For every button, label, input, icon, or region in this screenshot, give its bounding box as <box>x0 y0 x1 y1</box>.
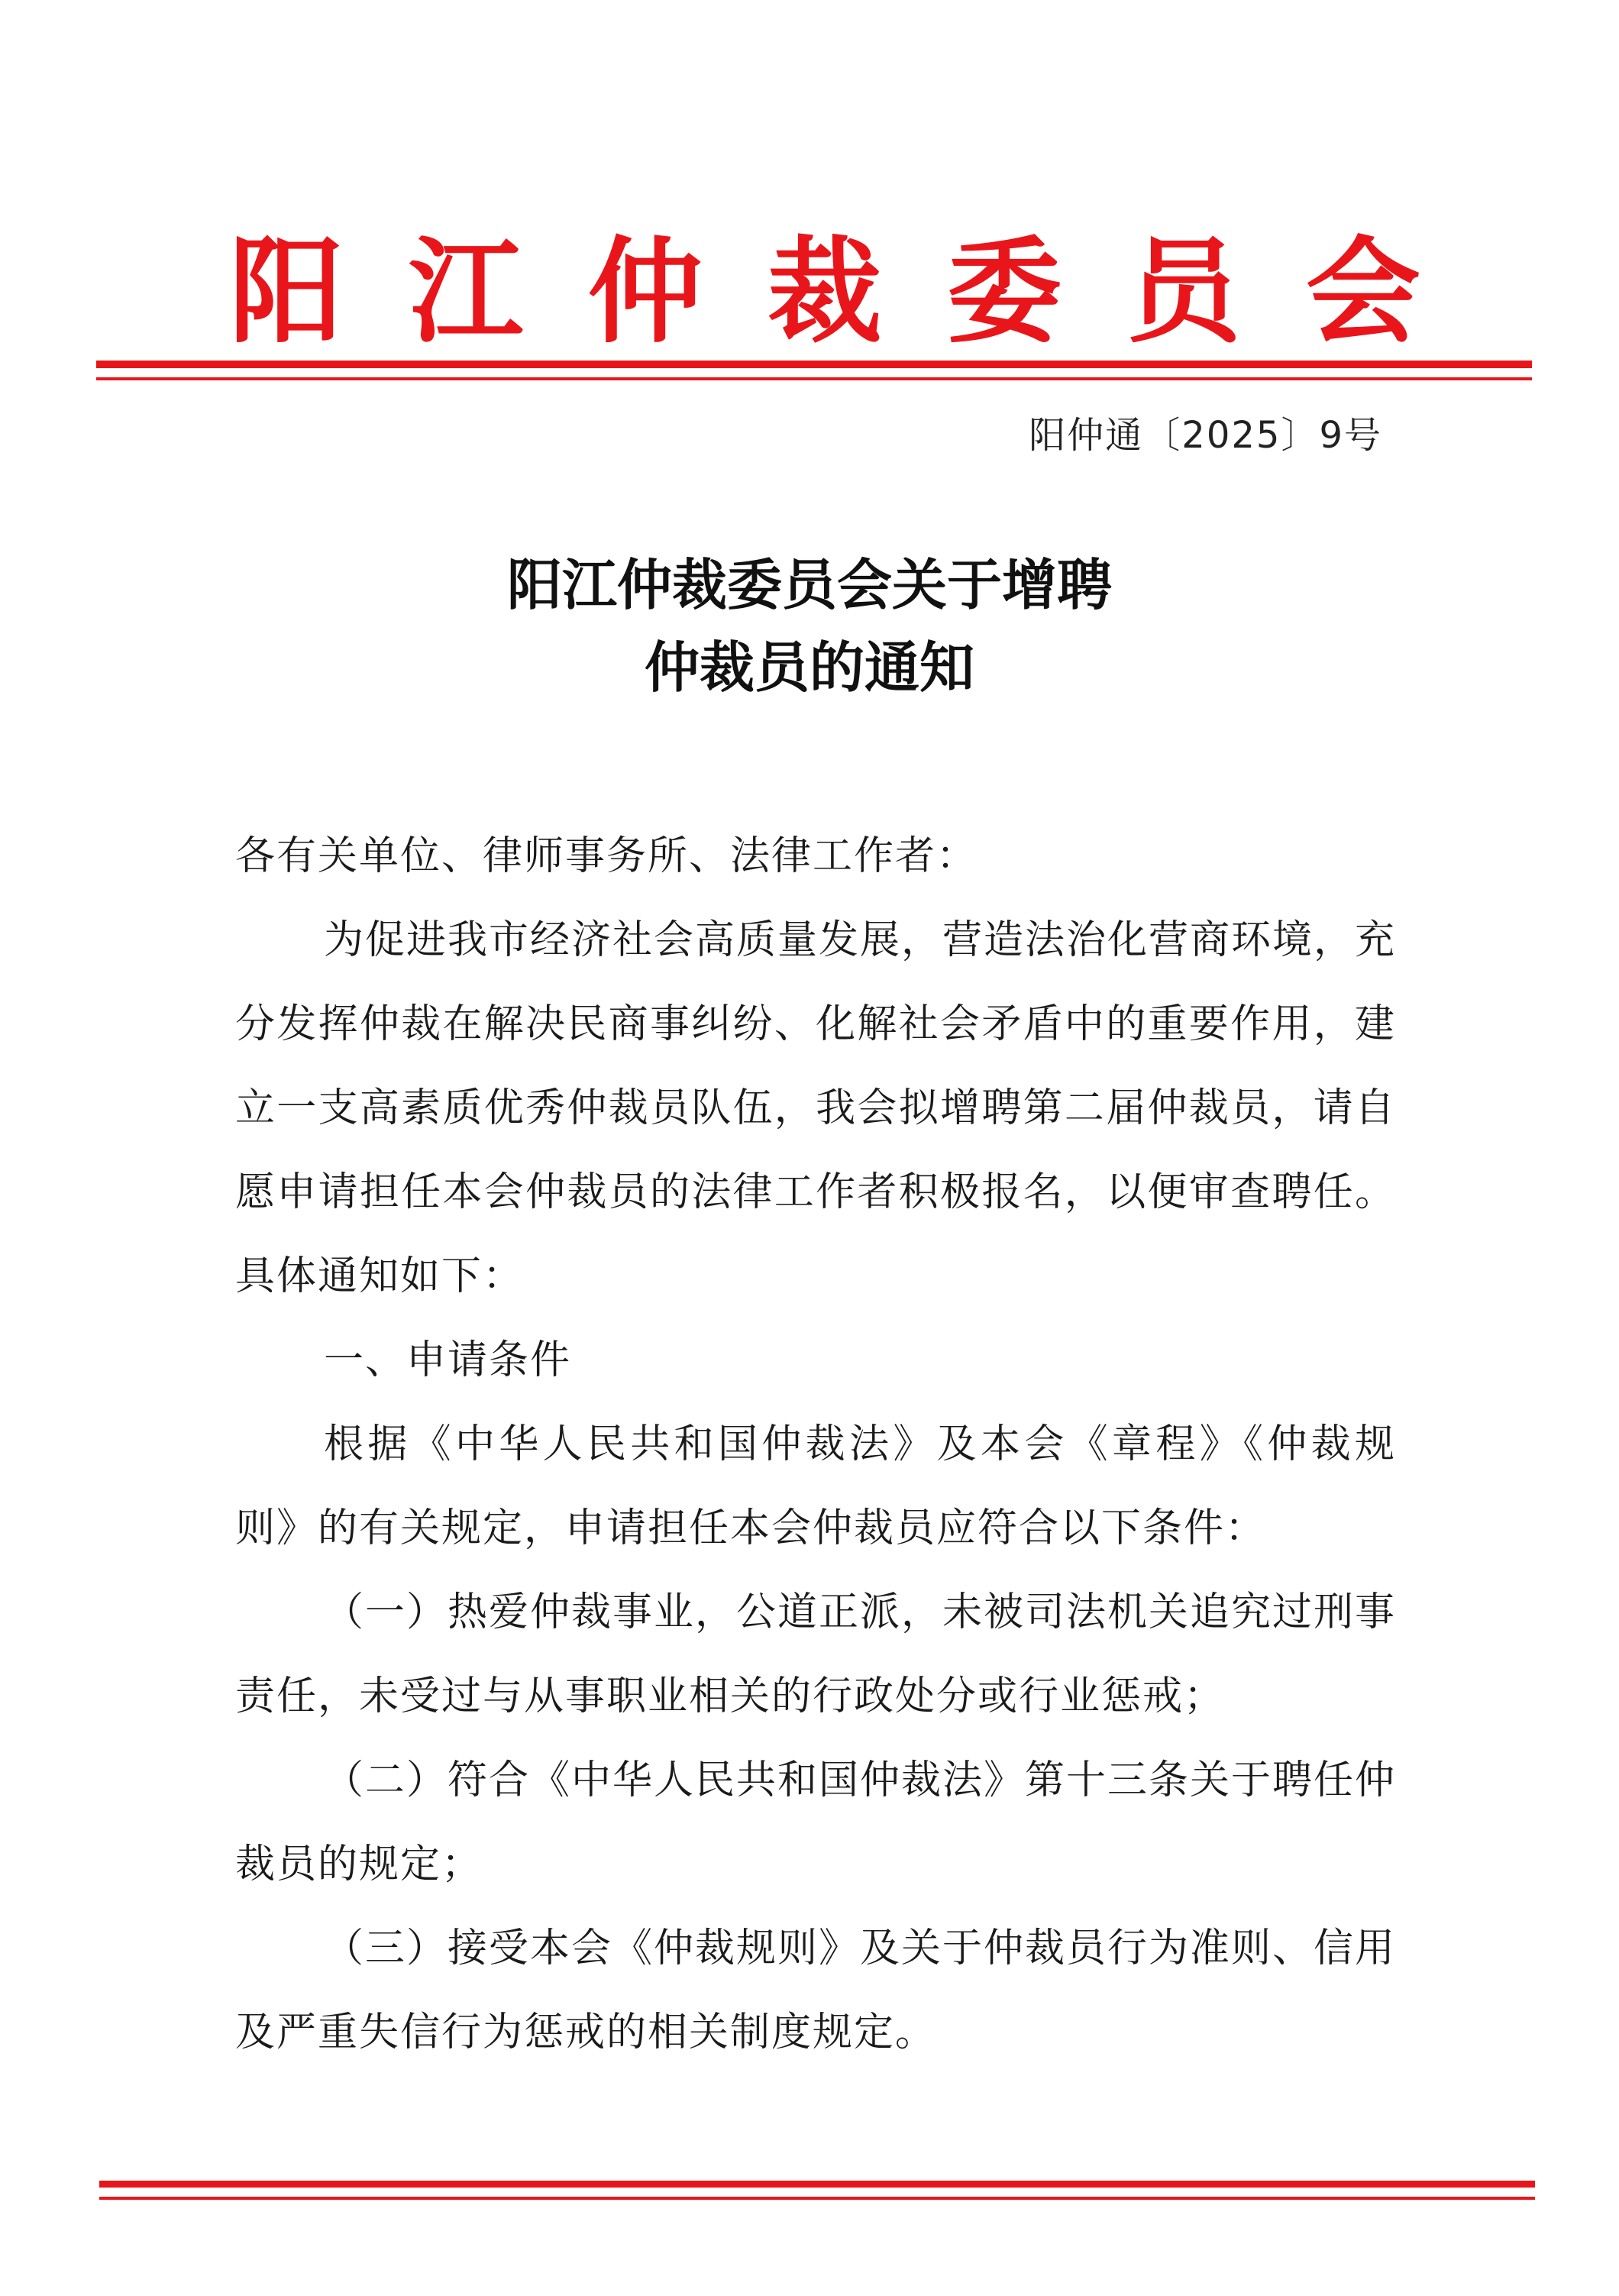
masthead-char: 裁 <box>767 225 882 359</box>
masthead-rule-thin <box>96 377 1532 380</box>
document-title-line2: 仲裁员的通知 <box>644 635 974 700</box>
section-lead-paragraph: 根据《中华人民共和国仲裁法》及本会《章程》《仲裁规则》的有关规定，申请担任本会仲裁员应符合以下条件： <box>235 1421 1396 1551</box>
document-title <box>0 544 1619 709</box>
masthead-org-name <box>229 223 1420 361</box>
masthead-rule-thick <box>96 361 1532 368</box>
intro-paragraph: 为促进我市经济社会高质量发展，营造法治化营商环境，充分发挥仲裁在解决民商事纠纷、化解社会矛盾中的重要作用，建立一支高素质优秀仲裁员队伍，我会拟增聘第二届仲裁员，请自愿申请担任本会仲裁员的法律工作者积极报名，以便审查聘任。具体通知如下： <box>235 917 1397 1299</box>
condition-item-1: （一）热爱仲裁事业，公道正派，未被司法机关追究过刑事责任，未受过与从事职业相关的行政处分或行业惩戒； <box>235 1589 1397 1719</box>
document-number: 阳仲通〔2025〕9号 <box>1029 414 1382 457</box>
condition-item-3: （三）接受本会《仲裁规则》及关于仲裁员行为准则、信用及严重失信行为惩戒的相关制度规定。 <box>235 1926 1397 2055</box>
masthead-char: 江 <box>408 225 523 359</box>
masthead-char: 仲 <box>587 225 703 359</box>
masthead-char: 阳 <box>229 225 344 359</box>
masthead-char: 委 <box>946 225 1062 359</box>
footer-rule-thin <box>99 2197 1535 2200</box>
masthead-char: 员 <box>1126 225 1241 359</box>
footer-rule-thick <box>99 2181 1535 2188</box>
document-title-line1: 阳江仲裁委员会关于增聘 <box>506 552 1112 617</box>
document-body <box>235 814 1396 2074</box>
salutation: 各有关单位、律师事务所、法律工作者： <box>235 833 978 879</box>
masthead-char: 会 <box>1305 225 1420 359</box>
condition-item-2: （二）符合《中华人民共和国仲裁法》第十三条关于聘任仲裁员的规定； <box>235 1758 1397 1887</box>
section-heading: 一、申请条件 <box>324 1337 572 1383</box>
